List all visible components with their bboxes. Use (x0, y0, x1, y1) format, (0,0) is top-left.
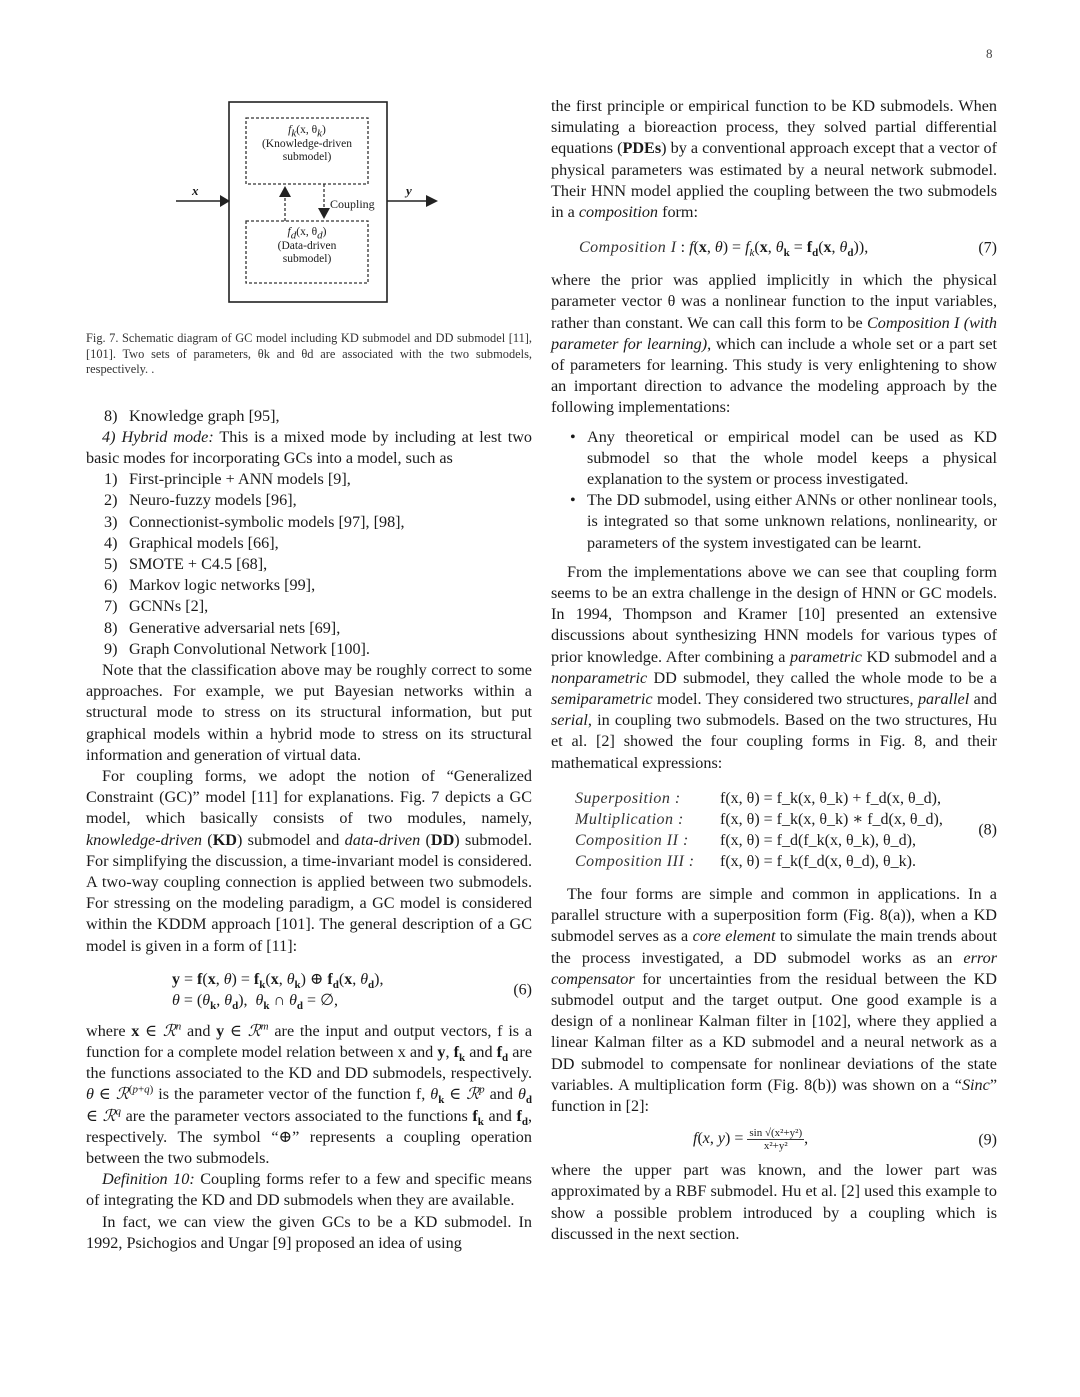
text-run: For coupling forms, we adopt the notion of “Generalized Constraint (GC)” model [11] for explanations. Fig. 7 depicts a GC model, which basically consists of two modules, namely, (86, 766, 532, 828)
equation-7-number: (7) (978, 239, 997, 257)
equation-8-row (575, 830, 943, 851)
hybrid-mode-list (86, 469, 532, 660)
text-run: DD submodel, they called the whole mode to be a (647, 668, 997, 687)
definition-heading: Definition 10: (102, 1170, 195, 1189)
list-item (86, 575, 532, 596)
list-item-text: Knowledge graph [95], (129, 406, 280, 425)
error-compensator-term: error compensator (551, 948, 997, 988)
text-run: , in coupling two submodels. Based on the two structures, Hu et al. [2] showed the four coupling forms in Fig. 8, and their mathematical expressions: (551, 711, 997, 772)
sinc-term: Sinc (961, 1075, 990, 1094)
core-element-term: core element (692, 927, 776, 946)
equation-8-row (575, 788, 943, 809)
list-item-number: 9) (104, 639, 118, 658)
coupling-form-expression: f(x, θ) = f_k(f_d(x, θ_d), θ_k). (720, 852, 916, 870)
text-run: From the implementations above we can see that coupling form seems to be an extra challenge in the design of HNN or GC models. In 1994, Thompson and Kramer [10] presented an extensive discussions about synthesizing HNN models for various types of prior knowledge. After combining a (551, 562, 997, 666)
equation-8-row (575, 851, 943, 872)
list-item-number: 2) (104, 491, 118, 510)
composition-i-term: Composition I (with parameter for learning) (551, 313, 997, 353)
output-y-label: y (406, 183, 412, 198)
list-item (86, 554, 532, 575)
kd-submodel-text (246, 124, 368, 165)
prior-paragraph (551, 270, 997, 418)
fraction-denominator: x²+y² (763, 1140, 788, 1153)
right-column (551, 96, 997, 1245)
hybrid-mode-paragraph (86, 427, 532, 469)
text-run: KD submodel and a (861, 647, 997, 666)
kd-func-symbol: f (288, 124, 292, 136)
text-run: The four forms are simple and common in applications. In a parallel structure with a superposition form (Fig. 8(a)), when a KD submodel serves as a (551, 884, 997, 946)
coupling-forms-paragraph: For coupling forms, we adopt the notion of “Generalized Constraint (GC)” model [11] for explanations. Fig. 7 depicts a GC model, which basically consists of two modules, namely, knowledge-driven (KD) submodel and data-driven (DD) submodel. For simplifying the discussion, a time-invariant model is considered. A two-way coupling connection is applied between two submodels. For stressing on the modeling paradigm, a GC model is considered within the KDDM approach [101]. The general description of a GC model is given in a form of [11]: (86, 766, 533, 955)
equation-6-number: (6) (513, 981, 532, 999)
text-run: submodel and (242, 830, 345, 849)
list-item-text: Markov logic networks [99], (129, 576, 316, 595)
coupling-form-label: Composition II : (575, 831, 689, 849)
bullet-icon: • (570, 427, 576, 446)
list-item (86, 406, 532, 427)
kd-args-sub: k (317, 127, 322, 140)
implementations-paragraph (551, 562, 997, 774)
equation-7: Composition I : f(x, $\theta) = f_k(x$, $\theta_k = f_d(x$, $\theta_d$)), (7) (579, 239, 997, 260)
output-arrow-head (426, 195, 438, 207)
text-run: to simulate the main trends about the process investigated, a DD submodel works as an (551, 927, 997, 967)
text-run: form: (658, 203, 699, 222)
equation-9: f(x, y) = $\frac{\text{sin √(x²+y²)}}{\text{x²+y²}}$ , (9) (693, 1127, 997, 1153)
coupling-down-arrowhead (318, 208, 330, 219)
list-item (86, 618, 532, 639)
figure-7-caption: Fig. 7. Schematic diagram of GC model including KD submodel and DD submodel [11], [101]. Two sets of parameters, θk and θd are associated with the two submodels, respectively. . (86, 331, 532, 376)
kd-abbrev: KD (212, 830, 237, 849)
kd-term: knowledge-driven (86, 830, 202, 849)
coupling-form-expression: f(x, θ) = f_k(x, θ_k) ∗ f_d(x, θ_d), (720, 810, 943, 828)
list-item (86, 512, 532, 533)
list-item-text: Neuro-fuzzy models [96], (129, 491, 297, 510)
kd-func-sub: k (291, 127, 297, 140)
fraction-numerator: sin √(x²+y²) (749, 1127, 803, 1140)
dd-term: data-driven (344, 830, 421, 849)
list-item (86, 596, 532, 617)
psichogios-paragraph (551, 96, 997, 223)
where-paragraph: where x ∈ ℛ$^n$ and y ∈ ℛ$^m$ are the input and output vectors, f is a function for a complete model relation between x and y, $f_k$ and $f_d$ are the functions associated to the KD and DD submodels, respectively. θ ∈ ℛ$^{(p+q)}$ is the parameter vector of the function f, $\theta_k$ ∈ ℛ$^p$ and $\theta_d$ ∈ ℛ$^q$ are the parameter vectors associated to the functions $f_k$ and $f_d$, respectively. The symbol “⊕” represents a coupling operation between the two submodels. (86, 1020, 533, 1167)
equation-8-row (575, 809, 943, 830)
bullet-icon: • (570, 491, 576, 510)
nonparametric-term: nonparametric (551, 668, 648, 687)
pdes-abbrev: PDEs (622, 139, 662, 158)
equation-8 (551, 788, 997, 872)
implementation-bullets (551, 427, 997, 554)
list-item-number: 8) (104, 618, 118, 637)
text-run: and (969, 690, 998, 709)
list-item-text: Connectionist-symbolic models [97], [98], (129, 512, 405, 531)
list-item-text: GCNNs [2], (129, 597, 209, 616)
equation-6-line-1: y = f(x, $\theta) = f_k(x$, $\theta_k$) ⊕ $f_d(x$, $\theta_d$), (172, 970, 384, 991)
coupling-form-expression: f(x, θ) = f_k(x, θ_k) + f_d(x, θ_d), (720, 789, 941, 807)
dd-submodel-text (246, 226, 368, 267)
hybrid-mode-text: This is a mixed mode by including at lest two basic modes for incorporating GCs into a model, such as (86, 427, 532, 467)
dd-func-sub: d (290, 229, 297, 242)
list-item-number: 3) (104, 512, 118, 531)
text-run: where the prior was applied implicitly in which the physical parameter vector θ was a nonlinear function to the input variables, rather than constant. We can call this form to be (551, 271, 997, 332)
parametric-term: parametric (789, 647, 862, 666)
coupling-label: Coupling (330, 197, 375, 211)
bullet-text: The DD submodel, using either ANNs or other nonlinear tools, is integrated so that some unknown relations, nonlinearity, or parameters of the system investigated can be learnt. (587, 491, 997, 552)
coupling-form-label: Superposition : (575, 789, 681, 807)
dd-box-line1: (Data-driven (277, 239, 337, 252)
list-item-text: Generative adversarial nets [69], (129, 618, 341, 637)
note-paragraph: Note that the classification above may be roughly correct to some approaches. For example, we put Bayesian networks within a structural mode to stress on its structural information, but put graphical models within a hybrid mode to stress on its structural information and generation of virtual data. (86, 660, 532, 764)
text-run: for uncertainties from the residual between the KD submodel output and the target output. One good example is a design of a nonlinear Kalman filter in [102], where they applied a linear Kalman filter as a KD submodel and a neural network as a DD submodel to compensate for nonlinear deviations of the state variables. A multiplication form (Fig. 8(b)) was shown on a “ (551, 969, 997, 1094)
list-item-number: 4) (104, 533, 118, 552)
composition-term: composition (578, 203, 659, 222)
hybrid-mode-heading: 4) Hybrid mode: (102, 427, 214, 446)
coupling-form-expression: f(x, θ) = f_d(f_k(x, θ_k), θ_d), (720, 831, 916, 849)
equation-6-line-2: $\theta = (\theta_k$, $\theta_d$), $\theta_k$ ∩ $\theta_d$ = ∅, (172, 991, 339, 1012)
kd-func-args: (x, θ (296, 124, 318, 136)
input-x-label: x (192, 183, 199, 198)
list-item-number: 5) (104, 554, 118, 573)
list-item-number: 7) (104, 597, 118, 616)
bullet-item (551, 427, 997, 491)
equation-7-label: Composition I (579, 239, 677, 257)
rbf-paragraph: where the upper part was known, and the lower part was approximated by a RBF submodel. Hu et al. [2] used this example to show a possible problem introduced by a coupling which is discussed in the next section. (551, 1161, 997, 1243)
structural-list-tail (86, 406, 532, 427)
list-item (86, 639, 532, 660)
four-forms-paragraph (551, 884, 997, 1117)
text-run: , which can include a whole set or a part set of parameters for learning. This study is very enlightening to show an important direction to advance the modeling approach by the following implementations: (551, 334, 997, 417)
dd-func-args: (x, θ (296, 226, 318, 238)
definition-text: Coupling forms refer to a few and specific means of integrating the KD and DD submodels when they are available. (86, 1170, 532, 1210)
kd-box-line2: submodel) (282, 151, 332, 163)
dd-abbrev: DD (430, 830, 455, 849)
dd-args-sub: d (317, 229, 323, 242)
coupling-form-label: Multiplication : (575, 810, 684, 828)
list-item (86, 490, 532, 511)
list-item-text: First-principle + ANN models [9], (129, 470, 351, 489)
bullet-text: Any theoretical or empirical model can be used as KD submodel so that the whole model keeps a physical explanation to the system or process investigated. (587, 427, 997, 489)
equation-9-tail: , (804, 1130, 809, 1148)
list-item-text: Graphical models [66], (129, 533, 279, 552)
equation-8-number: (8) (978, 821, 997, 839)
serial-term: serial (551, 711, 588, 730)
text-run: submodel. For simplifying the discussion, a time-invariant model is considered. A two-way coupling connection is applied between two submodels. For stressing on the modeling paradigm, a GC model is considered within the KDDM approach [101]. The general description of a GC model is given in a form of [11]: (86, 830, 533, 955)
left-column (86, 96, 532, 1254)
kd-args-end: ) (321, 124, 326, 136)
list-item-number: 8) (104, 406, 118, 425)
list-item-number: 1) (104, 470, 118, 489)
parallel-term: parallel (917, 690, 970, 709)
list-item (86, 469, 532, 490)
definition-10-paragraph (86, 1169, 532, 1211)
list-item-text: Graph Convolutional Network [100]. (129, 639, 370, 658)
list-item-text: SMOTE + C4.5 [68], (129, 554, 268, 573)
kd-box-line1: (Knowledge-driven (261, 137, 353, 150)
dd-args-end: ) (322, 226, 327, 238)
figure-7 (86, 96, 532, 311)
list-item-number: 6) (104, 576, 118, 595)
coupling-form-label: Composition III : (575, 852, 695, 870)
dd-box-line2: submodel) (282, 253, 332, 265)
text-run: the first principle or empirical function to be KD submodels. When simulating a bioreaction process, they solved partial differential equations ( (551, 97, 997, 158)
list-item (86, 533, 532, 554)
in-fact-paragraph: In fact, we can view the given GCs to be a KD submodel. In 1992, Psichogios and Ungar [9] proposed an idea of using (86, 1212, 532, 1252)
equation-6 (86, 969, 532, 1011)
sinc-fraction (747, 1127, 804, 1152)
equation-9-number: (9) (978, 1131, 997, 1149)
bullet-item (551, 490, 997, 554)
coupling-up-arrowhead (279, 186, 291, 197)
dd-func-symbol: f (287, 226, 291, 238)
semiparametric-term: semiparametric (551, 690, 653, 709)
text-run: model. They considered two structures, (652, 690, 918, 709)
text-run: ” function in [2]: (551, 1075, 997, 1115)
text-run: ) by a conventional approach except that a vector of physical parameters was estimated by a neural network submodel. Their HNN model applied the coupling between the two submodels in a (551, 139, 997, 222)
page-number: 8 (986, 46, 993, 61)
